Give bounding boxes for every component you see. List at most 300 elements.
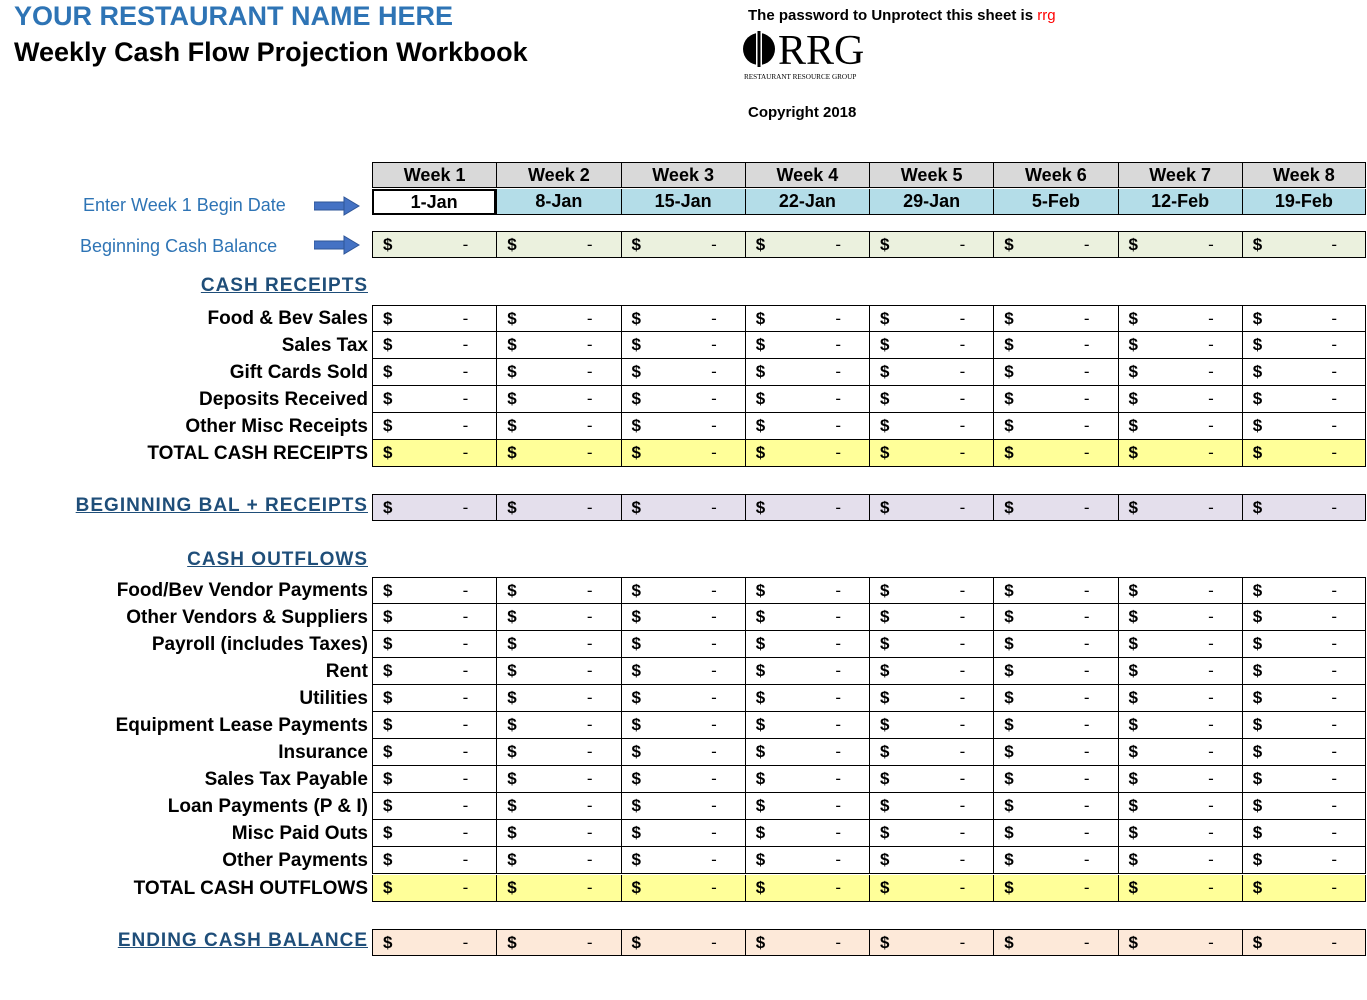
amount-cell[interactable] [1242,332,1366,359]
amount-cell[interactable] [496,847,620,874]
amount-cell[interactable] [869,305,993,332]
amount-cell[interactable] [372,604,496,631]
amount-value: - [1331,581,1337,600]
amount-cell[interactable] [496,413,620,440]
receipt-item-row [372,386,1366,413]
week-header: Week 3 [621,162,745,188]
amount-cell[interactable] [745,604,869,631]
amount-value: - [835,498,841,517]
outflow-item-label: Misc Paid Outs [231,823,368,844]
currency-symbol: $ [383,850,393,869]
amount-cell[interactable] [1242,231,1366,258]
amount-value: - [1331,850,1337,869]
amount-cell[interactable] [745,305,869,332]
amount-cell[interactable] [993,440,1117,467]
amount-cell[interactable] [1118,305,1242,332]
amount-cell[interactable] [1118,359,1242,386]
amount-cell[interactable] [745,712,869,739]
amount-cell[interactable] [869,386,993,413]
amount-cell[interactable] [372,305,496,332]
amount-cell[interactable] [372,386,496,413]
amount-cell[interactable] [1118,604,1242,631]
week-date: 8-Jan [496,189,620,215]
amount-cell[interactable] [1242,712,1366,739]
amount-value: - [835,235,841,254]
currency-symbol: $ [631,796,641,815]
currency-symbol: $ [1004,715,1014,734]
amount-cell[interactable] [993,305,1117,332]
amount-cell[interactable] [993,631,1117,658]
amount-cell[interactable] [1118,332,1242,359]
currency-symbol: $ [1128,742,1138,761]
amount-cell[interactable] [993,820,1117,847]
amount-value: - [462,235,469,254]
currency-symbol: $ [1252,498,1263,517]
amount-cell[interactable] [496,929,620,956]
amount-cell[interactable] [993,793,1117,820]
currency-symbol: $ [1004,443,1014,462]
amount-cell[interactable] [869,658,993,685]
currency-symbol: $ [880,235,890,254]
currency-symbol: $ [880,309,890,328]
arrow-right-icon [314,235,360,255]
amount-value: - [1083,389,1090,408]
amount-value: - [586,661,593,680]
amount-cell[interactable] [621,875,745,902]
amount-value: - [1331,688,1337,707]
amount-cell[interactable] [869,685,993,712]
amount-cell[interactable] [993,712,1117,739]
amount-cell[interactable] [621,604,745,631]
amount-cell[interactable] [1242,820,1366,847]
currency-symbol: $ [755,443,766,462]
amount-value: - [711,878,717,897]
week-header: Week 5 [869,162,993,188]
amount-cell[interactable] [993,875,1117,902]
amount-cell[interactable] [745,685,869,712]
amount-cell[interactable] [869,440,993,467]
amount-cell[interactable] [1242,739,1366,766]
amount-cell[interactable] [496,359,620,386]
currency-symbol: $ [507,235,517,254]
amount-cell[interactable] [745,359,869,386]
amount-value: - [1083,742,1090,761]
amount-cell[interactable] [621,440,745,467]
amount-cell[interactable] [621,305,745,332]
amount-cell[interactable] [372,631,496,658]
currency-symbol: $ [1128,850,1138,869]
currency-symbol: $ [880,661,890,680]
amount-cell[interactable] [496,604,620,631]
amount-value: - [711,742,717,761]
amount-cell[interactable] [1242,793,1366,820]
amount-value: - [1331,933,1337,952]
amount-cell[interactable] [496,712,620,739]
currency-symbol: $ [755,634,766,653]
restaurant-name: YOUR RESTAURANT NAME HERE [14,1,454,31]
amount-cell[interactable] [1242,577,1366,604]
amount-cell[interactable] [1242,766,1366,793]
amount-cell[interactable] [621,386,745,413]
amount-cell[interactable] [745,875,869,902]
amount-cell[interactable] [993,386,1117,413]
amount-cell[interactable] [621,929,745,956]
amount-cell[interactable] [745,739,869,766]
amount-cell[interactable] [1118,739,1242,766]
amount-cell[interactable] [993,658,1117,685]
outflow-item-row [372,685,1366,712]
amount-cell[interactable] [869,820,993,847]
amount-cell[interactable] [993,929,1117,956]
currency-symbol: $ [631,878,641,897]
amount-cell[interactable] [869,739,993,766]
amount-cell[interactable] [621,577,745,604]
logo-subtext: RESTAURANT RESOURCE GROUP [744,73,857,81]
amount-cell[interactable] [372,793,496,820]
amount-cell[interactable] [621,359,745,386]
currency-symbol: $ [755,335,766,354]
currency-symbol: $ [1128,661,1138,680]
currency-symbol: $ [1252,688,1263,707]
currency-symbol: $ [1128,878,1138,897]
amount-value: - [711,362,717,381]
amount-cell[interactable] [496,875,620,902]
amount-cell[interactable] [869,494,993,521]
amount-cell[interactable] [372,685,496,712]
amount-cell[interactable] [1118,577,1242,604]
amount-cell[interactable] [745,332,869,359]
currency-symbol: $ [383,634,393,653]
currency-symbol: $ [507,335,517,354]
amount-cell[interactable] [372,875,496,902]
amount-cell[interactable] [1242,359,1366,386]
amount-cell[interactable] [1242,413,1366,440]
amount-cell[interactable] [745,231,869,258]
amount-cell[interactable] [621,494,745,521]
currency-symbol: $ [1252,362,1263,381]
currency-symbol: $ [631,607,641,626]
amount-cell[interactable] [869,413,993,440]
amount-value: - [462,362,469,381]
amount-cell[interactable] [993,766,1117,793]
amount-cell[interactable] [496,658,620,685]
amount-cell[interactable] [621,739,745,766]
amount-cell[interactable] [745,793,869,820]
amount-cell[interactable] [621,231,745,258]
amount-cell[interactable] [745,494,869,521]
outflow-item-label: Insurance [278,742,368,763]
amount-cell[interactable] [496,793,620,820]
currency-symbol: $ [631,443,641,462]
amount-cell[interactable] [1242,685,1366,712]
amount-value: - [835,607,841,626]
amount-value: - [711,235,717,254]
amount-value: - [835,416,841,435]
amount-cell[interactable] [496,577,620,604]
currency-symbol: $ [880,335,890,354]
amount-cell[interactable] [869,766,993,793]
amount-cell[interactable] [993,231,1117,258]
amount-value: - [711,850,717,869]
amount-cell[interactable] [372,231,496,258]
amount-cell[interactable] [372,739,496,766]
amount-cell[interactable] [993,577,1117,604]
amount-cell[interactable] [1118,440,1242,467]
amount-cell[interactable] [993,413,1117,440]
amount-cell[interactable] [372,494,496,521]
amount-cell[interactable] [745,766,869,793]
amount-cell[interactable] [1118,386,1242,413]
amount-cell[interactable] [869,604,993,631]
amount-cell[interactable] [372,820,496,847]
amount-cell[interactable] [1242,386,1366,413]
currency-symbol: $ [755,607,766,626]
amount-cell[interactable] [372,577,496,604]
amount-cell[interactable] [372,712,496,739]
currency-symbol: $ [880,416,890,435]
amount-value: - [1083,850,1090,869]
amount-cell[interactable] [745,929,869,956]
currency-symbol: $ [507,362,517,381]
amount-cell[interactable] [621,847,745,874]
amount-cell[interactable] [621,413,745,440]
amount-value: - [835,742,841,761]
currency-symbol: $ [755,823,766,842]
currency-symbol: $ [1004,498,1014,517]
password-text: The password to Unprotect this sheet is [748,7,1034,24]
amount-cell[interactable] [869,875,993,902]
total-cash-receipts-label: TOTAL CASH RECEIPTS [147,443,368,464]
amount-cell[interactable] [869,929,993,956]
currency-symbol: $ [1252,850,1263,869]
amount-cell[interactable] [496,440,620,467]
amount-cell[interactable] [869,231,993,258]
ending-cash-balance-label: ENDING CASH BALANCE [117,930,368,951]
amount-cell[interactable] [621,712,745,739]
outflow-item-label: Rent [325,661,368,682]
amount-cell[interactable] [993,332,1117,359]
amount-cell[interactable] [1118,929,1242,956]
amount-value: - [1208,634,1214,653]
amount-cell[interactable] [1118,231,1242,258]
amount-cell[interactable] [745,440,869,467]
amount-cell[interactable] [745,658,869,685]
amount-cell[interactable] [372,658,496,685]
week-date: 29-Jan [869,189,993,215]
amount-cell[interactable] [1118,712,1242,739]
amount-cell[interactable] [1242,494,1366,521]
currency-symbol: $ [1252,933,1263,952]
amount-value: - [586,362,593,381]
amount-cell[interactable] [1118,793,1242,820]
currency-symbol: $ [631,581,641,600]
amount-cell[interactable] [993,604,1117,631]
amount-value: - [959,715,966,734]
amount-cell[interactable] [496,739,620,766]
amount-cell[interactable] [1118,658,1242,685]
amount-value: - [711,416,717,435]
amount-cell[interactable] [496,766,620,793]
amount-cell[interactable] [372,359,496,386]
amount-cell[interactable] [372,440,496,467]
amount-cell[interactable] [993,494,1117,521]
currency-symbol: $ [1252,823,1263,842]
amount-cell[interactable] [621,685,745,712]
amount-value: - [835,634,841,653]
currency-symbol: $ [383,362,393,381]
amount-value: - [711,933,717,952]
amount-cell[interactable] [993,685,1117,712]
amount-value: - [586,443,593,462]
amount-cell[interactable] [1242,929,1366,956]
amount-cell[interactable] [869,577,993,604]
amount-cell[interactable] [993,739,1117,766]
amount-value: - [1083,581,1090,600]
amount-cell[interactable] [372,413,496,440]
amount-cell[interactable] [1242,658,1366,685]
amount-value: - [1208,235,1214,254]
amount-cell[interactable] [869,793,993,820]
amount-cell[interactable] [745,820,869,847]
amount-cell[interactable] [1118,494,1242,521]
amount-cell[interactable] [869,712,993,739]
amount-cell[interactable] [496,332,620,359]
amount-cell[interactable] [372,929,496,956]
amount-cell[interactable] [1118,820,1242,847]
amount-value: - [1208,581,1214,600]
amount-cell[interactable] [372,847,496,874]
amount-cell[interactable] [993,847,1117,874]
amount-cell[interactable] [621,631,745,658]
amount-cell[interactable] [1242,604,1366,631]
outflow-item-label: Payroll (includes Taxes) [151,634,368,655]
currency-symbol: $ [383,742,393,761]
amount-cell[interactable] [869,847,993,874]
amount-value: - [586,235,593,254]
amount-cell[interactable] [621,658,745,685]
amount-value: - [586,823,593,842]
currency-symbol: $ [1128,607,1138,626]
week-date: 12-Feb [1118,189,1242,215]
amount-value: - [959,498,966,517]
amount-cell[interactable] [745,847,869,874]
currency-symbol: $ [1004,362,1014,381]
currency-symbol: $ [880,389,890,408]
amount-cell[interactable] [372,766,496,793]
amount-cell[interactable] [621,766,745,793]
currency-symbol: $ [1128,362,1138,381]
amount-cell[interactable] [745,386,869,413]
amount-cell[interactable] [745,413,869,440]
amount-value: - [959,416,966,435]
amount-cell[interactable] [1118,685,1242,712]
amount-cell[interactable] [1242,847,1366,874]
currency-symbol: $ [1004,823,1014,842]
currency-symbol: $ [755,769,766,788]
amount-cell[interactable] [496,631,620,658]
outflow-item-label: Other Payments [222,850,368,871]
amount-cell[interactable] [496,386,620,413]
outflow-item-row [372,820,1366,847]
currency-symbol: $ [1252,878,1263,897]
amount-value: - [835,661,841,680]
amount-cell[interactable] [869,631,993,658]
amount-cell[interactable] [372,332,496,359]
amount-cell[interactable] [621,820,745,847]
currency-symbol: $ [507,389,517,408]
amount-cell[interactable] [745,577,869,604]
currency-symbol: $ [880,715,890,734]
currency-symbol: $ [1128,688,1138,707]
amount-cell[interactable] [869,332,993,359]
currency-symbol: $ [880,823,890,842]
amount-value: - [586,309,593,328]
amount-value: - [1083,688,1090,707]
amount-cell[interactable] [1118,875,1242,902]
amount-cell[interactable] [1118,413,1242,440]
currency-symbol: $ [880,443,890,462]
currency-symbol: $ [755,309,766,328]
currency-symbol: $ [1004,335,1014,354]
amount-cell[interactable] [496,231,620,258]
amount-value: - [462,634,469,653]
amount-value: - [1083,235,1090,254]
amount-value: - [1208,933,1214,952]
amount-cell[interactable] [1118,631,1242,658]
currency-symbol: $ [1252,443,1263,462]
amount-cell[interactable] [496,685,620,712]
amount-cell[interactable] [621,332,745,359]
receipt-item-label: Food & Bev Sales [207,308,368,329]
amount-cell[interactable] [496,305,620,332]
amount-cell[interactable] [496,494,620,521]
total-cash-receipts-row [372,440,1366,467]
currency-symbol: $ [631,823,641,842]
amount-cell[interactable] [1118,766,1242,793]
amount-cell[interactable] [621,793,745,820]
amount-cell[interactable] [869,359,993,386]
currency-symbol: $ [1004,235,1014,254]
outflow-item-row [372,847,1366,874]
currency-symbol: $ [383,607,393,626]
currency-symbol: $ [1252,335,1263,354]
amount-value: - [1208,362,1214,381]
amount-value: - [462,309,469,328]
currency-symbol: $ [1004,796,1014,815]
amount-value: - [835,688,841,707]
week-header: Week 1 [372,162,496,188]
amount-value: - [835,581,841,600]
currency-symbol: $ [383,581,393,600]
currency-symbol: $ [507,688,517,707]
amount-cell[interactable] [1242,305,1366,332]
amount-value: - [462,715,469,734]
currency-symbol: $ [755,933,766,952]
amount-cell[interactable] [1242,440,1366,467]
amount-value: - [586,688,593,707]
amount-cell[interactable] [1118,847,1242,874]
amount-value: - [1208,309,1214,328]
amount-cell[interactable] [993,359,1117,386]
week-1-begin-date-input[interactable]: 1-Jan [372,189,496,215]
currency-symbol: $ [755,235,766,254]
amount-cell[interactable] [1242,631,1366,658]
amount-cell[interactable] [1242,875,1366,902]
currency-symbol: $ [755,850,766,869]
amount-cell[interactable] [745,631,869,658]
amount-cell[interactable] [496,820,620,847]
currency-symbol: $ [383,235,393,254]
